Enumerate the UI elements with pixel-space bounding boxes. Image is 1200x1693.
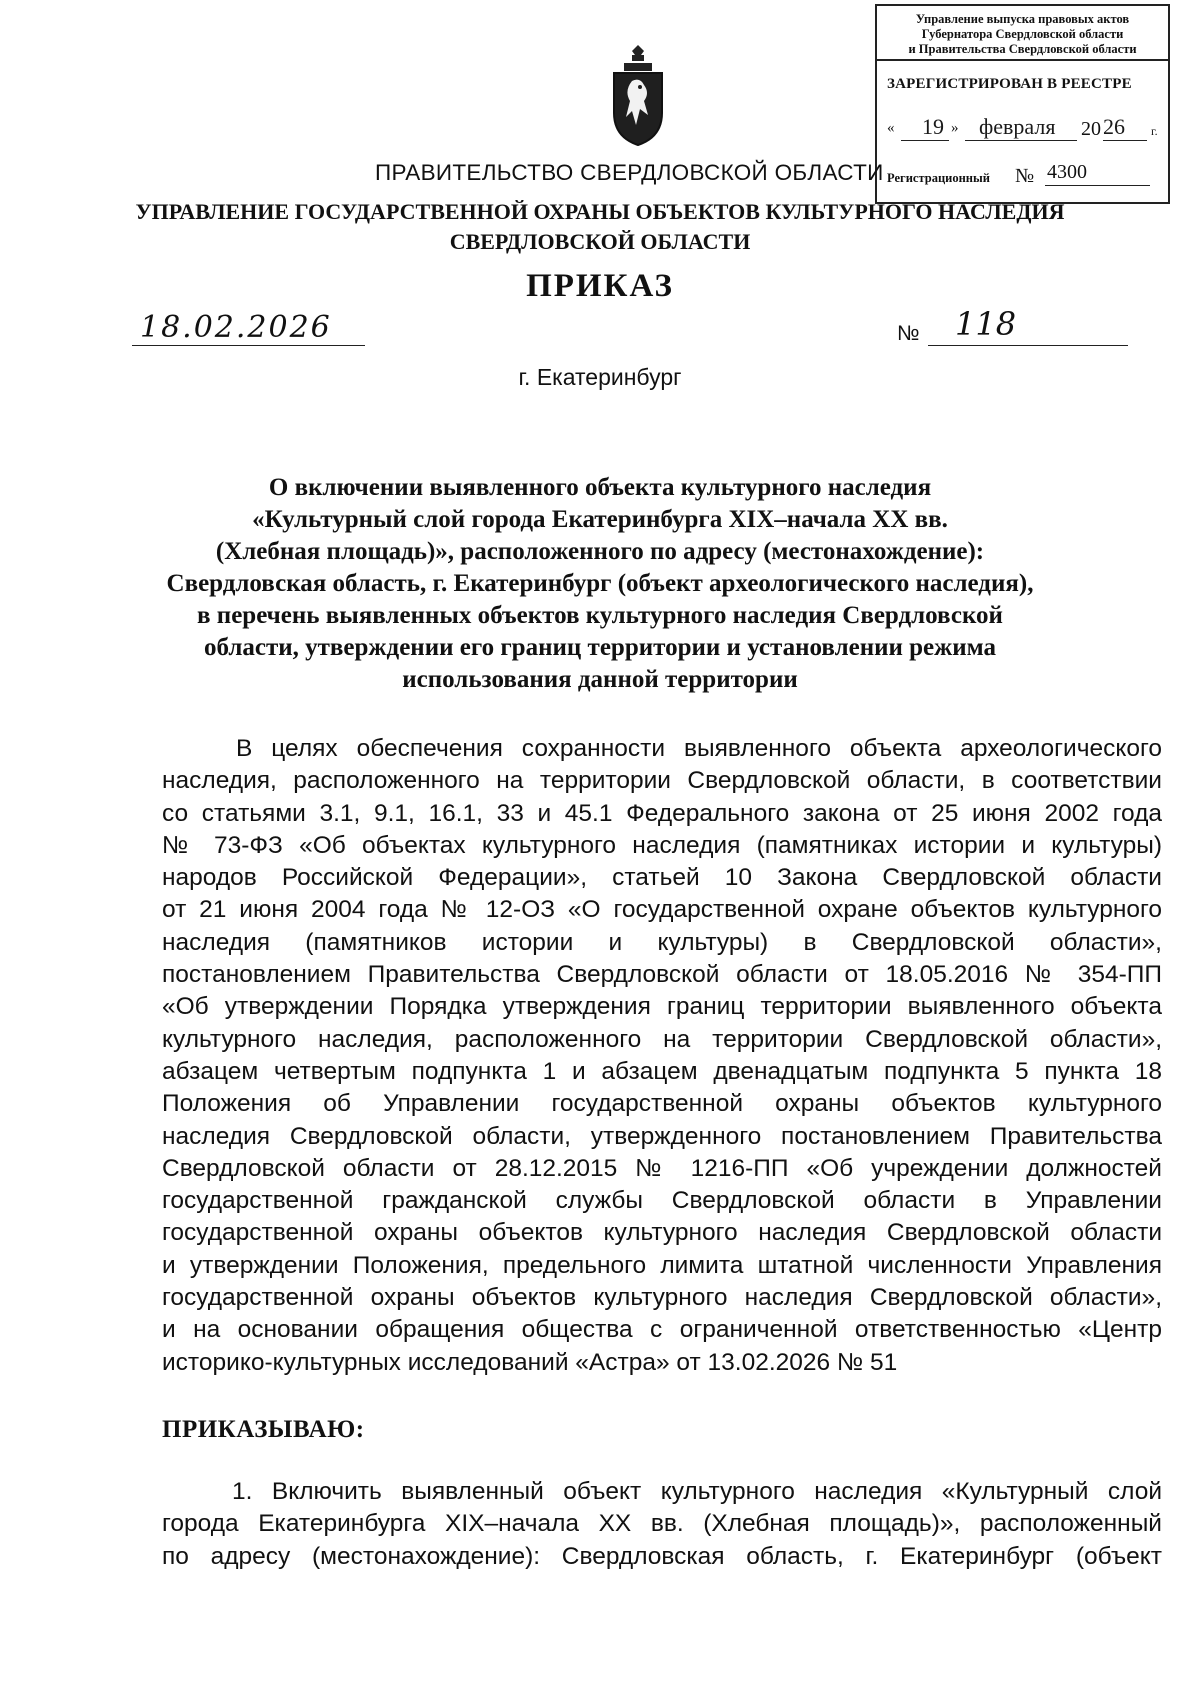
preamble-line: государственной гражданской службы Свердловской области в Управлении <box>162 1187 1162 1215</box>
department-name <box>0 197 1200 257</box>
stamp-reg-line <box>1045 185 1150 186</box>
order-item-1 <box>162 1476 1162 1573</box>
preamble-line: наследия, расположенного на территории Свердловской области, в соответствии <box>162 767 1162 795</box>
stamp-header-line: Управление выпуска правовых актов <box>915 12 1130 26</box>
subject-line: использования данной территории <box>402 666 798 693</box>
subject-line: (Хлебная площадь)», расположенного по адресу (местонахождение): <box>215 538 985 565</box>
stamp-open-quote: « <box>887 120 895 136</box>
preamble-line: и утверждении Положения, предельного лимита штатной численности Управления <box>162 1251 1162 1279</box>
preamble-line: «Об утверждении Порядка утверждения границ территории выявленного объекта <box>162 993 1162 1021</box>
preamble-line: народов Российской Федерации», статьей 10 Закона Свердловской области <box>162 864 1162 892</box>
stamp-month: февраля <box>979 114 1056 139</box>
preamble-line: государственной охраны объектов культурного наследия Свердловской области», <box>162 1284 1162 1312</box>
order-date-line <box>132 345 365 346</box>
subject-line: О включении выявленного объекта культурного наследия <box>268 474 932 501</box>
stamp-date <box>887 114 1162 144</box>
stamp-title: ЗАРЕГИСТРИРОВАН В РЕЕСТРЕ <box>887 76 1132 92</box>
item-line: 1. Включить выявленный объект культурного наследия «Культурный слой <box>232 1478 1162 1505</box>
preamble-line: государственной охраны объектов культурного наследия Свердловской области <box>162 1219 1162 1247</box>
document-type: ПРИКАЗ <box>526 268 674 304</box>
preamble-line: и на основании обращения общества с ограниченной ответственностью «Центр <box>162 1316 1162 1344</box>
preamble-line: № 73-ФЗ «Об объектах культурного наследия (памятниках истории и культуры) <box>162 831 1162 859</box>
preamble-line: со статьями 3.1, 9.1, 16.1, 33 и 45.1 Федерального закона от 25 июня 2002 года <box>162 799 1162 827</box>
stamp-close-quote: » <box>951 120 959 136</box>
stamp-header-line: и Правительства Свердловской области <box>908 42 1137 56</box>
preamble-line: от 21 июня 2004 года № 12-ОЗ «О государственной охране объектов культурного <box>162 896 1162 924</box>
stamp-day-line <box>901 140 949 141</box>
department-line: УПРАВЛЕНИЕ ГОСУДАРСТВЕННОЙ ОХРАНЫ ОБЪЕКТОВ КУЛЬТУРНОГО НАСЛЕДИЯ <box>135 199 1065 224</box>
order-number: 118 <box>955 305 1017 343</box>
stamp-registration <box>887 161 1162 191</box>
department-line: СВЕРДЛОВСКОЙ ОБЛАСТИ <box>449 229 751 254</box>
subject-line: области, утверждении его границ территории и установлении режима <box>203 634 997 661</box>
stamp-year-mark: г. <box>1151 124 1158 138</box>
item-line: по адресу (местонахождение): Свердловская область, г. Екатеринбург (объект <box>162 1542 1162 1570</box>
stamp-year-suffix: 26 <box>1103 114 1125 139</box>
preamble-line: Положения об Управлении государственной охраны объектов культурного <box>162 1090 1162 1118</box>
preamble-line: постановлением Правительства Свердловской области от 18.05.2016 № 354-ПП <box>162 961 1162 989</box>
preamble-line: Свердловской области от 28.12.2015 № 1216-ПП «Об учреждении должностей <box>162 1154 1162 1182</box>
stamp-month-line <box>965 140 1077 141</box>
stamp-reg-number: 4300 <box>1047 161 1087 183</box>
preamble-line: наследия Свердловской области, утвержденного постановлением Правительства <box>162 1122 1162 1150</box>
stamp-reg-no-sign: № <box>1015 165 1035 187</box>
preamble-paragraph <box>162 733 1162 1379</box>
stamp-reg-label: Регистрационный <box>887 171 990 185</box>
preamble-line: историко-культурных исследований «Астра» от 13.02.2026 № 51 <box>162 1348 898 1376</box>
subject-line: «Культурный слой города Екатеринбурга XIX–начала XX вв. <box>252 506 948 533</box>
stamp-day: 19 <box>922 114 944 139</box>
item-line: города Екатеринбурга XIX–начала XX вв. (Хлебная площадь)», расположенный <box>162 1510 1162 1538</box>
order-city: г. Екатеринбург <box>518 364 682 390</box>
registration-stamp <box>875 4 1170 204</box>
preamble-line: абзацем четвертым подпункта 1 и абзацем двенадцатым подпункта 5 пункта 18 <box>162 1057 1162 1085</box>
stamp-year-prefix: 20 <box>1081 118 1101 140</box>
preamble-line: культурного наследия, расположенного на территории Свердловской области», <box>162 1025 1162 1053</box>
coat-of-arms-icon <box>610 45 666 147</box>
order-word: ПРИКАЗЫВАЮ: <box>162 1416 365 1443</box>
subject-line: в перечень выявленных объектов культурного наследия Свердловской <box>197 602 1003 629</box>
order-date: 18.02.2026 <box>140 310 332 345</box>
subject-line: Свердловская область, г. Екатеринбург (объект археологического наследия), <box>166 570 1034 597</box>
preamble-line: В целях обеспечения сохранности выявленного объекта археологического <box>236 735 1162 762</box>
order-number-sign: № <box>897 322 920 345</box>
order-subject <box>100 472 1100 696</box>
government-name: ПРАВИТЕЛЬСТВО СВЕРДЛОВСКОЙ ОБЛАСТИ <box>375 160 884 185</box>
stamp-header-line: Губернатора Свердловской области <box>921 27 1124 41</box>
stamp-header <box>877 6 1168 61</box>
stamp-year-line <box>1103 140 1147 141</box>
preamble-line: наследия (памятников истории и культуры) в Свердловской области», <box>162 928 1162 956</box>
order-number-line <box>928 345 1128 346</box>
